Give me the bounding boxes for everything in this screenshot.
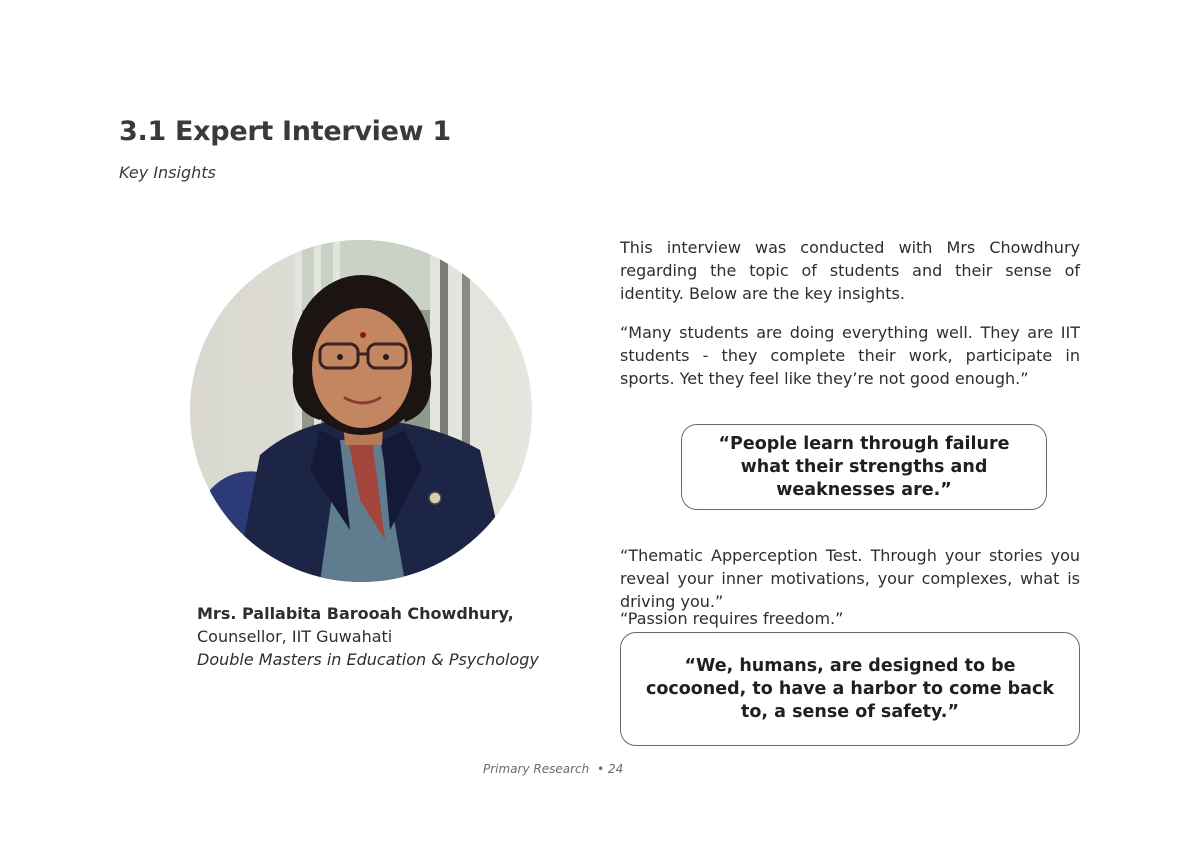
footer-section: Primary Research [483, 762, 590, 776]
highlight-quote-1 [681, 424, 1047, 510]
expert-portrait [190, 240, 532, 582]
page-title: 3.1 Expert Interview 1 [119, 116, 451, 147]
intro-paragraph: This interview was conducted with Mrs Chowdhury regarding the topic of students and their sense of identity. Below are the key insights. [620, 238, 1080, 303]
expert-role: Counsellor, IIT Guwahati [197, 627, 393, 646]
expert-details [197, 602, 539, 671]
expert-credentials: Double Masters in Education & Psychology [197, 650, 539, 669]
page-subtitle: Key Insights [119, 163, 216, 182]
page-number: 24 [607, 762, 624, 776]
insight-paragraph-1: “Many students are doing everything well. They are IIT students - they complete their work, participate in sports. Yet they feel like they’re not good enough.” [620, 323, 1080, 388]
highlight-quote-2 [620, 632, 1080, 746]
highlight-quote-1-text: “People learn through failure what their strengths and weaknesses are.” [718, 433, 1010, 500]
footer-separator: • [597, 762, 605, 776]
page-footer [483, 762, 623, 776]
highlight-quote-2-text: “We, humans, are designed to be cocooned, to have a harbor to come back to, a sense of safety.” [645, 655, 1055, 722]
expert-name: Mrs. Pallabita Barooah Chowdhury, [197, 604, 514, 623]
insight-paragraph-3: “Passion requires freedom.” [620, 609, 844, 628]
insight-paragraph-2: “Thematic Apperception Test. Through your stories you reveal your inner motivations, your complexes, what is driving you.” [620, 546, 1080, 611]
